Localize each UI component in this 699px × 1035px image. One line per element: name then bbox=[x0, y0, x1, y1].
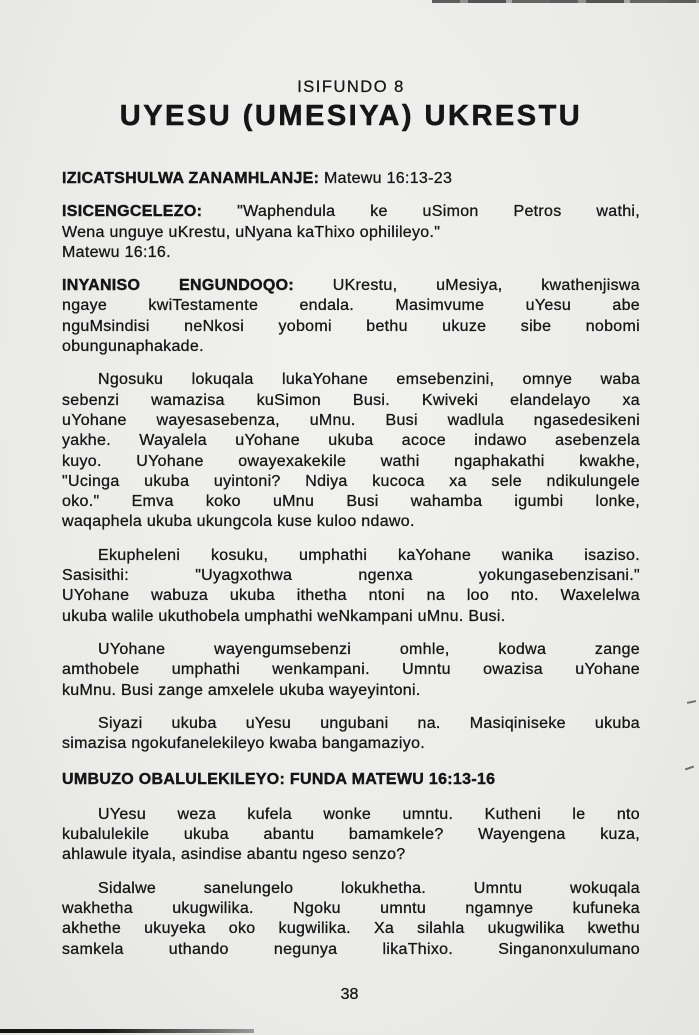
text-line: obungunaphakade. bbox=[62, 338, 204, 356]
paragraph bbox=[62, 805, 640, 866]
text-line: ukuba walile ukuthobela umphathi weNkampani uMnu. Busi. bbox=[62, 607, 506, 625]
text-line: nguMsindisi neNkosi yobomi bethu ukuze sibe nobomi bbox=[62, 317, 640, 335]
text-after-label: Matewu 16:13-23 bbox=[319, 170, 453, 187]
heading-text: UMBUZO OBALULEKILEYO: FUNDA MATEWU 16:13-16 bbox=[62, 771, 496, 789]
text-line: akhethe ukuyeka oko kugwilika. Xa silahla ukugwilika kwethu bbox=[62, 920, 640, 938]
inline-section-label: IZICATSHULWA ZANAMHLANJE: bbox=[62, 170, 320, 187]
text-line: UYesu weza kufela wonke umntu. Kutheni le nto bbox=[98, 805, 640, 823]
text-line: yakhe. Wayalela uYohane ukuba acoce indawo asebenzela bbox=[62, 432, 640, 450]
paragraph bbox=[62, 879, 640, 960]
text-line: UYohane wayengumsebenzi omhle, kodwa zange bbox=[98, 640, 640, 658]
text-line bbox=[62, 276, 640, 296]
text-line: kuyo. UYohane owayexakekile wathi ngaphakathi kwakhe, bbox=[62, 452, 640, 470]
text-line: wakhetha ukugwilika. Ngoku umntu ngamnye kufuneka bbox=[62, 899, 640, 917]
text-line: Matewu 16:16. bbox=[62, 243, 171, 261]
text-after-label: UKrestu, uMesiya, kwathenjiswa bbox=[294, 277, 640, 295]
inline-section-label: ISICENGCELEZO: bbox=[62, 203, 203, 221]
text-line: UYohane wabuza ukuba ithetha ntoni na loo nto. Waxelelwa bbox=[62, 587, 640, 605]
text-after-label: "Waphendula ke uSimon Petros wathi, bbox=[202, 203, 640, 221]
text-line: uYohane wayesasebenza, uMnu. Busi wadlula ngasedesikeni bbox=[62, 411, 640, 429]
text-line: ngaye kwiTestamente endala. Masimvume uYesu abe bbox=[62, 297, 640, 315]
text-line: waqaphela ukuba ukungcola kuse kuloo ndawo. bbox=[62, 513, 415, 531]
text-line: sebenzi wamazisa kuSimon Busi. Kwiveki elandelayo xa bbox=[62, 391, 640, 409]
text-line bbox=[62, 202, 640, 222]
inline-section-label: INYANISO ENGUNDOQO: bbox=[62, 277, 294, 295]
section-heading bbox=[62, 770, 640, 790]
text-blocks bbox=[62, 169, 640, 960]
text-line: simazisa ngokufanelekileyo kwaba bangamaziyo. bbox=[62, 735, 426, 753]
text-line: Sasisithi: "Uyagxothwa ngenxa yokungasebenzisani." bbox=[62, 567, 640, 585]
text-line: Ngosuku lokuqala lukaYohane emsebenzini, omnye waba bbox=[98, 371, 640, 389]
text-line: Sidalwe sanelungelo lokukhetha. Umntu wokuqala bbox=[98, 879, 640, 897]
paragraph bbox=[62, 714, 640, 755]
paragraph bbox=[62, 546, 640, 627]
paragraph bbox=[62, 640, 640, 701]
paragraph bbox=[62, 276, 640, 357]
paragraph bbox=[62, 370, 640, 532]
text-line: Wena unguye uKrestu, uNyana kaThixo ophilileyo." bbox=[62, 223, 441, 241]
lesson-label: ISIFUNDO 8 bbox=[297, 78, 405, 96]
text-line: amthobele umphathi wenkampani. Umntu owazisa uYohane bbox=[62, 661, 640, 679]
paragraph bbox=[62, 169, 640, 189]
page-content bbox=[62, 0, 640, 973]
text-line bbox=[62, 169, 640, 189]
text-line: samkela uthando negunya likaThixo. Singanonxulumano bbox=[62, 940, 640, 958]
paragraph bbox=[62, 202, 640, 263]
text-line: Ekupheleni kosuku, umphathi kaYohane wanika isaziso. bbox=[98, 546, 640, 564]
text-line: oko." Emva koko uMnu Busi wahamba igumbi lonke, bbox=[62, 493, 640, 511]
text-line: ahlawule ityala, asindise abantu ngeso senzo? bbox=[62, 846, 406, 864]
text-line: Siyazi ukuba uYesu ungubani na. Masiqiniseke ukuba bbox=[98, 714, 640, 732]
text-line: "Ucinga ukuba uyintoni? Ndiya kucoca xa sele ndikulungele bbox=[62, 472, 640, 490]
text-line: kubalulekile ukuba abantu bamamkele? Wayengena kuza, bbox=[62, 826, 640, 844]
stray-mark bbox=[685, 766, 694, 771]
text-line: kuMnu. Busi zange amxelele ukuba wayeyintoni. bbox=[62, 681, 421, 699]
scan-artifact-bottom-bar bbox=[0, 1029, 254, 1033]
page-number: 38 bbox=[340, 986, 359, 1003]
stray-mark bbox=[687, 700, 696, 704]
page-title: UYESU (UMESIYA) UKRESTU bbox=[119, 100, 583, 132]
